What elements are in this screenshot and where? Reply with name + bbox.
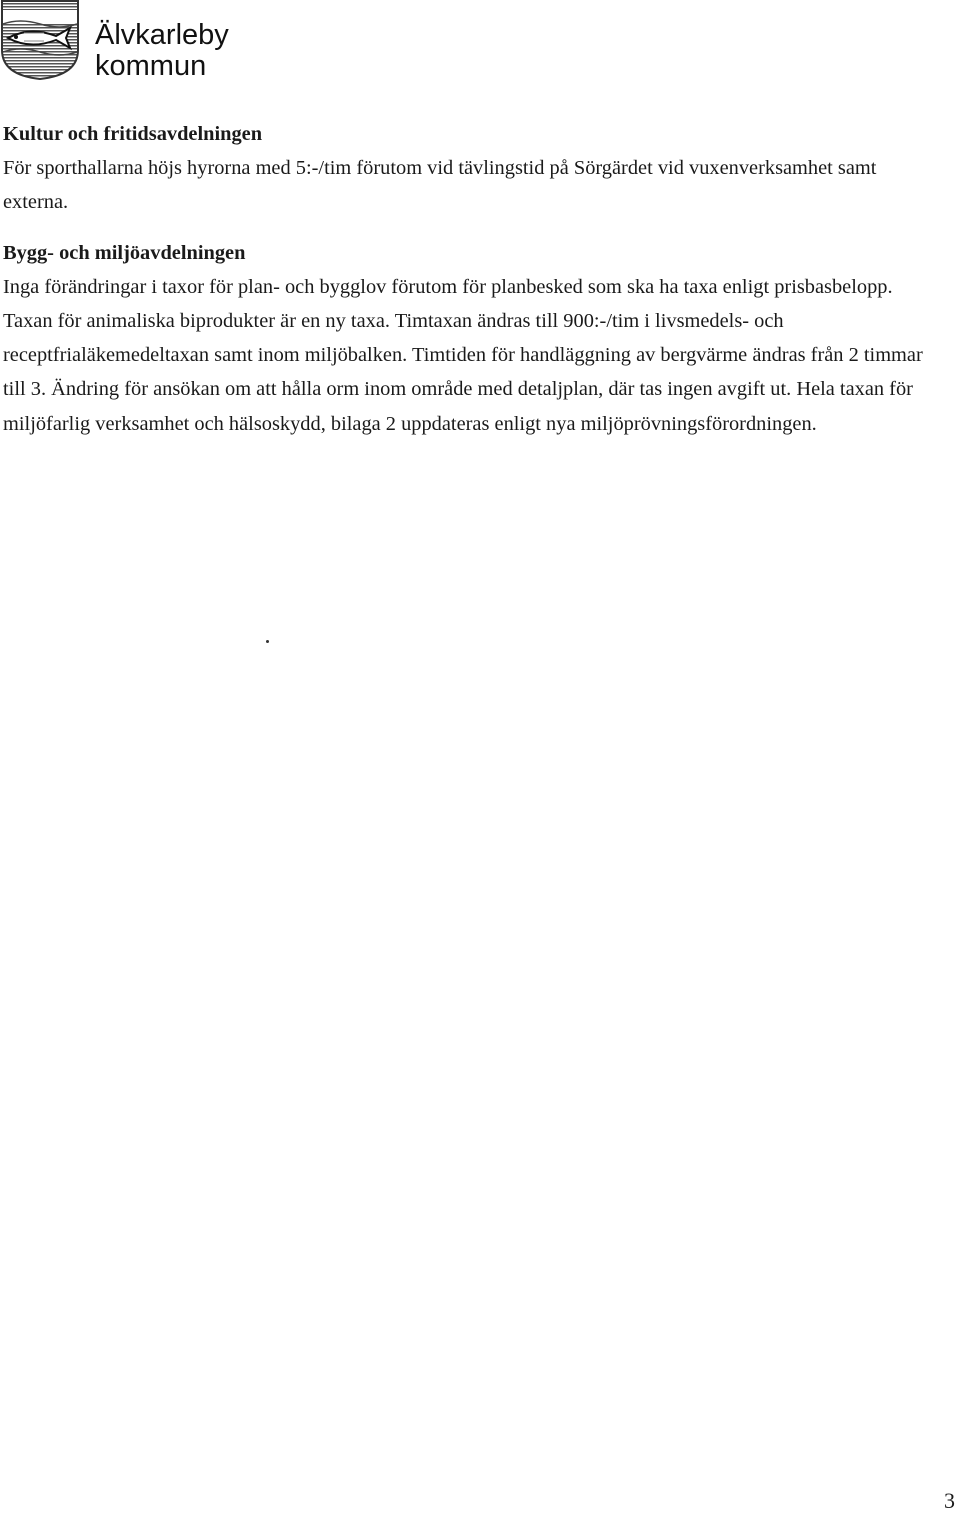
section-heading: Bygg- och miljöavdelningen (3, 241, 246, 264)
municipality-name-line2: kommun (95, 50, 207, 82)
section-heading: Kultur och fritidsavdelningen (3, 123, 263, 145)
municipal-crest-logo (0, 0, 80, 80)
page-number: 3 (944, 1488, 955, 1513)
stray-mark (266, 640, 269, 643)
section-culture-leisure (3, 117, 943, 220)
municipality-name (95, 20, 229, 82)
section-building-environment (3, 236, 943, 441)
section-paragraph: Inga förändringar i taxor för plan- och bygglov förutom för planbesked som ska ha taxa enligt prisbasbelopp. Taxan för animaliska biprodukter är en ny taxa. Timtaxan ändras till 900:-/tim i livsmedels- och receptfrialäkemedeltaxan samt inom miljöbalken. Timtiden för handläggning av bergvärme ändras från 2 timmar till 3. Ändring för ansökan om att hålla orm inom område med detaljplan, där tas ingen avgift ut. Hela taxan för miljöfarlig verksamhet och hälsoskydd, bilaga 2 uppdateras enligt nya miljöprövningsförordningen. (3, 275, 923, 435)
document-header (0, 0, 400, 100)
municipality-name-line1: Älvkarleby (95, 19, 229, 51)
document-body (3, 117, 943, 457)
section-paragraph: För sporthallarna höjs hyrorna med 5:-/tim förutom vid tävlingstid på Sörgärdet vid vuxenverksamhet samt externa. (3, 157, 877, 214)
